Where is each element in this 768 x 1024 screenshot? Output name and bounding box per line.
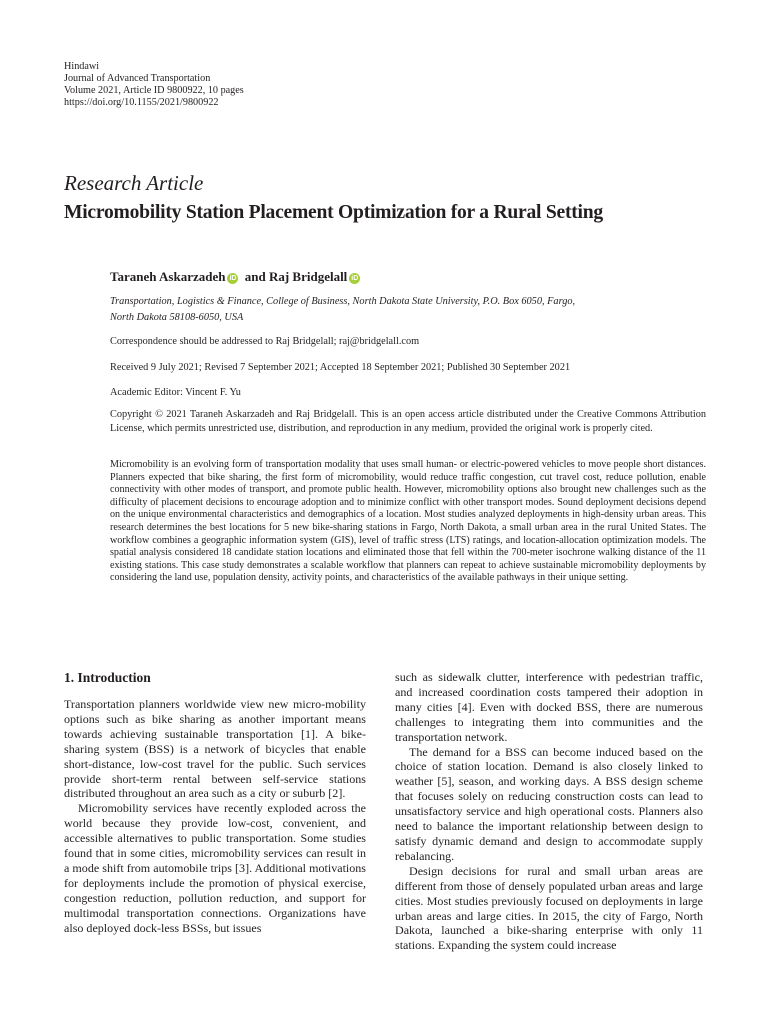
affiliation-line: Transportation, Logistics & Finance, College of Business, North Dakota State University, P.O. Box 6050, Fargo,	[110, 296, 576, 307]
journal-name: Journal of Advanced Transportation	[64, 73, 211, 84]
correspondence: Correspondence should be addressed to Raj Bridgelall; raj@bridgelall.com	[110, 336, 420, 347]
abstract: Micromobility is an evolving form of transportation modality that uses small human- or electric-powered vehicles to move people short distances. Planners expected that bike sharing, the first form of micromobility, would reduce traffic congestion, cut travel cost, reduce pollution, enable connectivity with other modes of transport, and promote public health. However, micromobility options also brought new challenges such as the difficulty of placement decisions to encourage adoption and to minimize conflict with other transport modes. Sound deployment decisions depend on the unique environmental characteristics and demographics of a location. Most studies analyzed deployments in high-density urban areas. This research determines the best locations for 5 new bike-sharing stations in Fargo, North Dakota, a small urban area in the rural United States. The workflow combines a geographic information system (GIS), level of traffic stress (LTS) ratings, and location-allocation optimization models. The spatial analysis considered 18 candidate station locations and eliminated those that fell within the 700-meter isochrone walking distance of the 11 existing stations. This case study demonstrates a scalable workflow that planners can repeat to achieve sustainable micromobility deployments by considering the land use, population density, activity points, and characteristics of the available pathways in their unique setting.	[110, 459, 706, 584]
academic-editor: Academic Editor: Vincent F. Yu	[110, 387, 241, 398]
body-paragraph: Transportation planners worldwide view new micro-mobility options such as bike sharing as another important means towards achieving sustainable transportation [1]. A bike-sharing system (BSS) is a network of bicycles that enable short-distance, low-cost travel for the public. Such services provide short-term rental between self-service stations distributed throughout an area such as a city or suburb [2].	[64, 697, 366, 801]
body-column-right	[395, 670, 703, 953]
journal-header	[64, 61, 244, 109]
article-type: Research Article	[64, 171, 204, 195]
copyright-notice: Copyright © 2021 Taraneh Askarzadeh and Raj Bridgelall. This is an open access article distributed under the Creative Commons Attribution License, which permits unrestricted use, distribution, and reproduction in any medium, provided the original work is properly cited.	[110, 409, 706, 434]
body-paragraph: Micromobility services have recently exploded across the world because they provide low-cost, convenient, and accessible alternatives to public transportation. Some studies found that in some cities, micromobility services can result in a mode shift from automobile trips [3]. Additional motivations for deployments include the promotion of physical exercise, congestion reduction, pollution reduction, and support for multimodal transportation connections. Organizations have also deployed dock-less BSSs, but issues	[64, 801, 366, 935]
orcid-icon[interactable]: iD	[351, 275, 359, 282]
doi-link[interactable]: https://doi.org/10.1155/2021/9800922	[64, 97, 219, 108]
body-paragraph: such as sidewalk clutter, interference with pedestrian traffic, and increased coordination costs tampered their adoption in many cities [4]. Even with docked BSS, there are numerous challenges to integrating them into communities and the transportation network.	[395, 670, 703, 744]
affiliation-line: North Dakota 58108-6050, USA	[110, 311, 244, 323]
body-paragraph: Design decisions for rural and small urban areas are different from those of densely populated urban areas and large cities. Most studies previously focused on deployments in large urban areas and large cities. In 2015, the city of Fargo, North Dakota, launched a bike-sharing enterprise with only 11 stations. Expanding the system could increase	[395, 863, 703, 953]
publisher-name: Hindawi	[64, 61, 100, 72]
body-column-left	[64, 697, 366, 936]
paper-title: Micromobility Station Placement Optimization for a Rural Setting	[64, 202, 603, 223]
author-list	[110, 269, 363, 285]
author-name[interactable]: Taraneh Askarzadeh	[110, 269, 226, 284]
volume-line: Volume 2021, Article ID 9800922, 10 pages	[64, 85, 244, 96]
section-heading: 1. Introduction	[64, 670, 151, 685]
orcid-icon[interactable]: iD	[229, 275, 237, 282]
publication-dates: Received 9 July 2021; Revised 7 September 2021; Accepted 18 September 2021; Published 30 September 2021	[110, 362, 571, 373]
affiliation	[110, 294, 706, 325]
body-paragraph: The demand for a BSS can become induced based on the choice of station location. Demand is also closely linked to weather [5], season, and working days. A BSS design scheme that focuses solely on reducing construction costs can lead to unsatisfactory service and high operational costs. Planners also need to balance the important relationship between design to satisfy dynamic demand and design to accommodate supply rebalancing.	[395, 744, 703, 863]
author-name[interactable]: Raj Bridgelall	[268, 269, 348, 284]
author-conjunction: and	[244, 269, 266, 284]
